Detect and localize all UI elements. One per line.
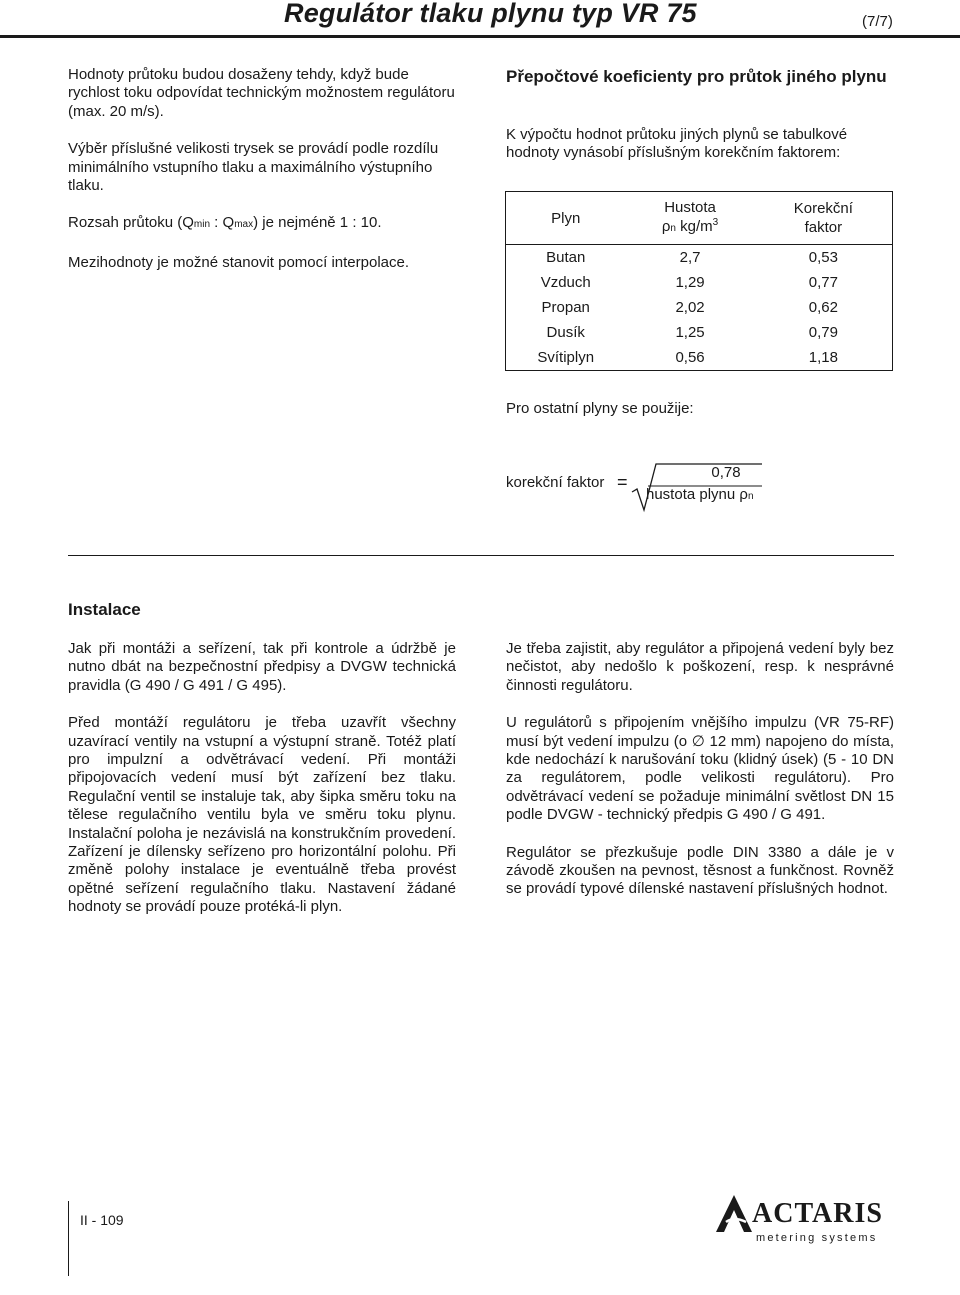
table-row bbox=[506, 270, 893, 295]
formula-denominator: hustota plynu ρn bbox=[646, 486, 754, 503]
col-header-factor: Korekční faktor bbox=[755, 192, 893, 245]
cell-factor: 1,18 bbox=[755, 345, 893, 371]
header-bar bbox=[0, 0, 960, 40]
installation-paragraph: U regulátorů s připojením vnějšího impulzu (VR 75-RF) musí být vedení impulzu (o ∅ 12 mm) napojeno do místa, kde nedochází k narušování toku (klidný úsek) (5 - 10 DN za regulátorem, podle velikosti regulátoru). Pro odvětrávací vedení se požaduje minimální světlost DN 15 podle DVGW - technický předpis G 490 / G 491. bbox=[506, 714, 894, 824]
gas-correction-table bbox=[505, 191, 893, 371]
flow-notes bbox=[68, 66, 460, 291]
table-header-row bbox=[506, 192, 893, 245]
table-row bbox=[506, 345, 893, 371]
conversion-intro: K výpočtu hodnot průtoku jiných plynů se tabulkové hodnoty vynásobí příslušným korekčním faktorem: bbox=[506, 126, 848, 162]
cell-gas: Dusík bbox=[506, 320, 626, 345]
formula-numerator: 0,78 bbox=[711, 464, 741, 481]
installation-paragraph: Před montáží regulátoru je třeba uzavřít všechny uzavírací ventily na vstupní a výstupní straně. Totéž platí pro impulzní a odvětrávací vedení. Při montáži připojovacích vedení musí být zařízení bez tlaku. Regulační ventil se instaluje tak, aby šipka směru toku na tělese regulačního ventilu byla ve směru toku plynu. Instalační poloha je nezávislá na konstrukčním provedení. Zařízení je dílensky seřízeno pro horizontální polohu. Při změně polohy instalace je eventuálně třeba provést opětné seřízení regulačního tlaku. Nastavení žádané hodnoty se provádí pouze protéká-li plyn. bbox=[68, 714, 456, 916]
correction-formula bbox=[506, 458, 806, 518]
cell-density: 1,25 bbox=[675, 324, 705, 341]
page-title: Regulátor tlaku plynu typ VR 75 bbox=[284, 0, 697, 28]
installation-paragraph: Je třeba zajistit, aby regulátor a připojená vedení byly bez nečistot, aby nedošlo k poškození, resp. k nesprávné činnosti regulátoru. bbox=[506, 640, 894, 694]
cell-factor: 0,62 bbox=[755, 295, 893, 320]
cell-density: 1,29 bbox=[675, 274, 705, 291]
installation-left-column bbox=[68, 640, 456, 936]
logo-wordmark: ACTARIS bbox=[752, 1198, 883, 1229]
cell-gas: Vzduch bbox=[506, 270, 626, 295]
installation-paragraph: Regulátor se přezkušuje podle DIN 3380 a dále je v závodě zkoušen na pevnost, těsnost a funkčnost. Rovněž se provádí typové dílenské nastavení příslušných hodnot. bbox=[506, 843, 894, 898]
cell-density: 2,7 bbox=[625, 245, 754, 271]
other-gases-note: Pro ostatní plyny se použije: bbox=[506, 400, 694, 417]
cell-gas: Svítiplyn bbox=[506, 345, 626, 371]
section-title-installation: Instalace bbox=[68, 600, 141, 619]
cell-factor: 0,77 bbox=[755, 270, 893, 295]
page-counter: (7/7) bbox=[862, 13, 893, 30]
page-number: II - 109 bbox=[80, 1212, 124, 1228]
formula-label: korekční faktor bbox=[506, 474, 605, 491]
cell-density: 0,56 bbox=[625, 345, 754, 371]
cell-density: 2,02 bbox=[675, 299, 705, 316]
header-rule bbox=[0, 35, 960, 38]
flow-note-nozzle: Výběr příslušné velikosti trysek se provádí podle rozdílu minimálního vstupního tlaku a maximálního výstupního tlaku. bbox=[68, 140, 439, 195]
cell-factor: 0,53 bbox=[755, 245, 893, 271]
col-header-gas: Plyn bbox=[506, 192, 626, 245]
formula-equals: = bbox=[617, 472, 628, 492]
conversion-heading: Přepočtové koeficienty pro průtok jiného plynu bbox=[506, 67, 887, 86]
cell-gas: Propan bbox=[506, 295, 626, 320]
table-row bbox=[506, 245, 893, 271]
installation-paragraph: Jak při montáži a seřízení, tak při kontrole a údržbě je nutno dbát na bezpečnostní předpisy a DVGW technická pravidla (G 490 / G 491 / G 495). bbox=[68, 640, 456, 694]
logo-mark-icon bbox=[712, 1192, 756, 1236]
section-divider bbox=[68, 555, 894, 556]
installation-right-column bbox=[506, 640, 894, 918]
cell-factor: 0,79 bbox=[755, 320, 893, 345]
flow-note-interpolation: Mezihodnoty je možné stanovit pomocí interpolace. bbox=[68, 253, 410, 271]
flow-note-range: Rozsah průtoku (Qmin : Qmax) je nejméně 1 : 10. bbox=[68, 214, 382, 232]
table-row bbox=[506, 295, 893, 320]
flow-note-velocity: Hodnoty průtoku budou dosaženy tehdy, když bude rychlost toku odpovídat technickým možnostem regulátoru (max. 20 m/s). bbox=[68, 66, 455, 120]
col-header-density: Hustota ρn $kg/m^3$ bbox=[625, 192, 754, 245]
cell-gas: Butan bbox=[506, 245, 626, 271]
actaris-logo bbox=[712, 1190, 897, 1250]
logo-tagline: metering systems bbox=[756, 1232, 878, 1244]
table-row bbox=[506, 320, 893, 345]
